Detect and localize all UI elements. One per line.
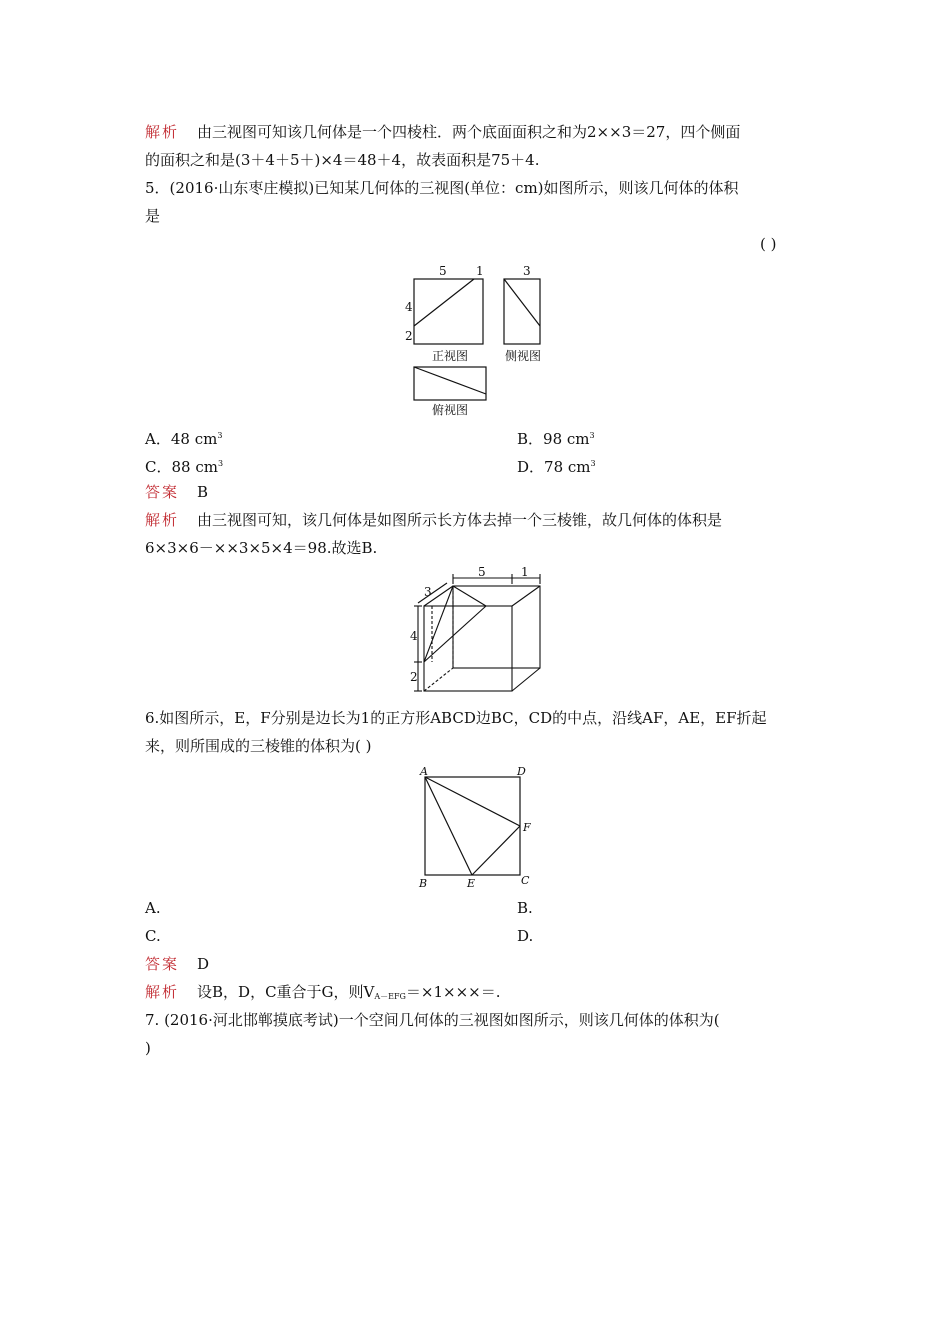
front-view-diagonal (414, 279, 474, 326)
analysis-tag: 解析 (145, 123, 180, 141)
segment-af (425, 777, 520, 826)
dim-2-label: 2 (405, 329, 413, 343)
option-6d: D. (517, 927, 534, 945)
analysis-6-sub: A－EFG (374, 992, 406, 1001)
dim-4-label: 4 (405, 300, 413, 314)
answer-paren: ( ) (760, 235, 777, 253)
question-5-text-2: 是 (145, 207, 161, 225)
cuboid-dim-4: 4 (410, 629, 418, 643)
answer-5-value: B (197, 483, 209, 501)
answer-5-line (145, 481, 208, 503)
point-e-label: E (467, 877, 476, 890)
point-f-label: F (523, 821, 531, 834)
question-7-line-1 (145, 1009, 720, 1031)
answer-6-value: D (197, 955, 210, 973)
option-6b: B. (517, 899, 533, 917)
cuboid-dim-1: 1 (521, 565, 529, 579)
side-view-label: 侧视图 (505, 349, 542, 363)
front-view-rect (414, 279, 483, 344)
dim-3-label: 3 (523, 264, 531, 278)
option-a: A．48 $cm^3$ (145, 430, 223, 448)
cuboid-back-face (453, 586, 540, 668)
analysis-4-line-2 (145, 149, 539, 171)
analysis-tag: 解析 (145, 983, 180, 1001)
cuboid-dim-3: 3 (424, 585, 432, 599)
side-view-rect (504, 279, 540, 344)
point-a-label: A (420, 765, 428, 778)
option-d: D．78 $cm^3$ (517, 458, 596, 476)
analysis-4-line-1 (145, 121, 740, 143)
answer-tag: 答案 (145, 483, 180, 501)
analysis-6-line (145, 981, 501, 1008)
answer-6-line (145, 953, 209, 975)
analysis-6-pre: 设B，D，C重合于G，则V (197, 983, 375, 1001)
question-5-line-2 (145, 205, 160, 227)
answer-tag: 答案 (145, 955, 180, 973)
analysis-tag: 解析 (145, 511, 180, 529)
square-abcd (425, 777, 520, 875)
side-view-diagonal (504, 279, 540, 326)
analysis-4-text-2: 的面积之和是(3＋4＋5＋)×4＝48＋4，故表面积是75＋4. (145, 151, 540, 169)
segment-ef (472, 826, 520, 875)
cuboid-dim-5: 5 (478, 565, 486, 579)
analysis-5-line-1 (145, 509, 722, 531)
dim-5-label: 5 (439, 264, 447, 278)
top-view-label: 俯视图 (432, 403, 469, 417)
question-6-text-1: 6.如图所示，E，F分别是边长为1的正方形ABCD边BC，CD的中点，沿线AF，AE，EF折起 (145, 709, 767, 727)
option-b: B．98 $cm^3$ (517, 430, 595, 448)
analysis-5-text-2: 6×3×6－××3×5×4＝98.故选B. (145, 539, 378, 557)
point-b-label: B (419, 877, 428, 890)
analysis-5-line-2 (145, 537, 377, 559)
cuboid-front-face (424, 606, 512, 691)
question-5-text-1: 5．(2016·山东枣庄模拟)已知某几何体的三视图(单位：cm)如图所示，则该几何体的体积 (145, 179, 739, 197)
question-6-text-2: 来，则所围成的三棱锥的体积为( ) (145, 737, 372, 755)
option-6c: C. (145, 927, 161, 945)
question-6-line-1 (145, 707, 767, 729)
option-c: C．88 $cm^3$ (145, 458, 224, 476)
question-5-line-1 (145, 177, 739, 199)
front-view-label: 正视图 (432, 349, 469, 363)
option-6a: A. (145, 899, 161, 917)
top-view-rect (414, 367, 486, 400)
question-7-text-1: 7. (2016·河北邯郸摸底考试)一个空间几何体的三视图如图所示，则该几何体的体积为( (145, 1011, 720, 1029)
question-7-line-2 (145, 1037, 151, 1059)
analysis-4-text-1: 由三视图可知该几何体是一个四棱柱．两个底面面积之和为2××3＝27，四个侧面 (197, 123, 741, 141)
question-6-line-2 (145, 735, 371, 757)
dim-1-label: 1 (476, 264, 484, 278)
question-7-text-2: ) (145, 1039, 151, 1057)
analysis-6-post: ＝×1×××＝. (405, 983, 501, 1001)
top-view-diagonal (414, 367, 486, 394)
cuboid-dim-2: 2 (410, 670, 418, 684)
point-d-label: D (517, 765, 526, 778)
point-c-label: C (521, 874, 530, 887)
analysis-5-text-1: 由三视图可知，该几何体是如图所示长方体去掉一个三棱锥，故几何体的体积是 (197, 511, 723, 529)
segment-ae (425, 777, 472, 875)
